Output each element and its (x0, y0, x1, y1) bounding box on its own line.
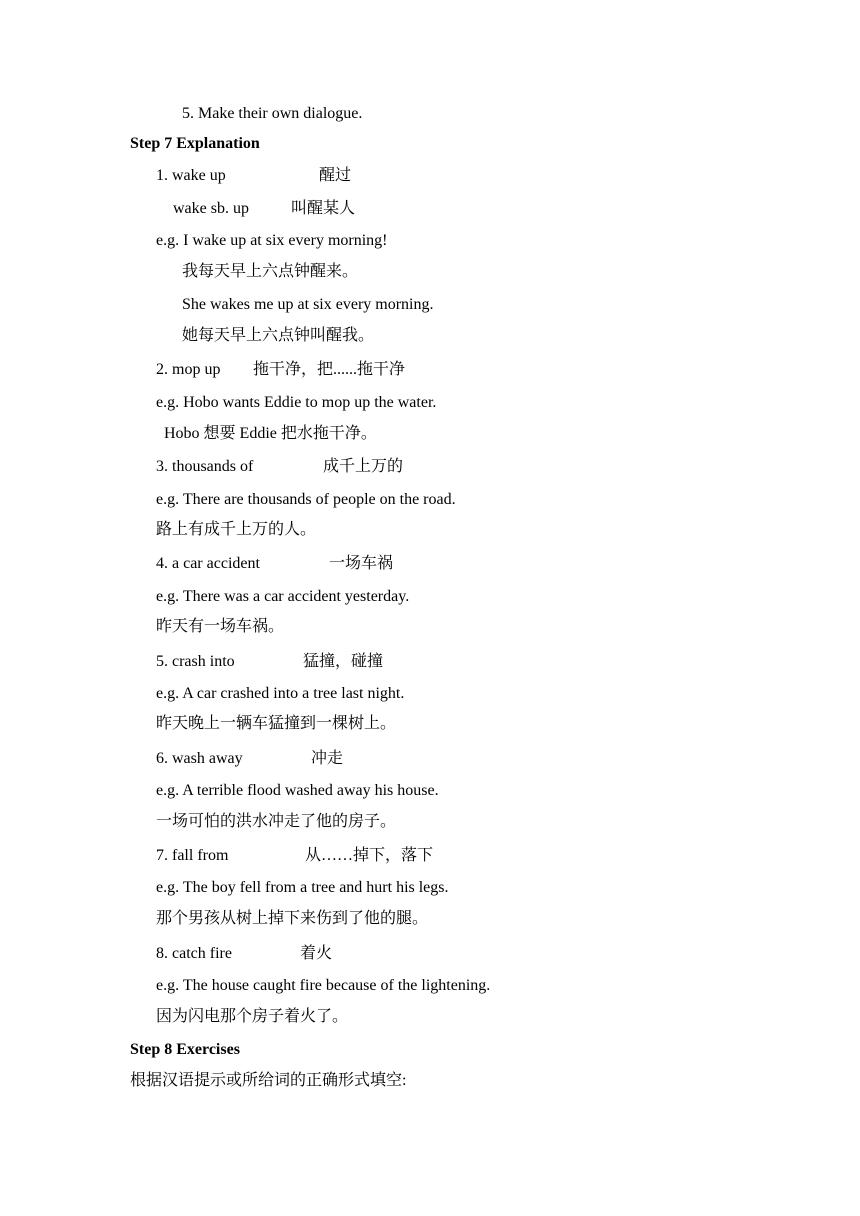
item-6-example-2: 一场可怕的洪水冲走了他的房子。 (156, 813, 397, 830)
item-8-example-1: e.g. The house caught fire because of the lightening. (156, 977, 491, 994)
item-4-example-2: 昨天有一场车祸。 (156, 618, 285, 635)
item-7-example-1: e.g. The boy fell from a tree and hurt his legs. (156, 879, 449, 896)
item-4-example-1: e.g. There was a car accident yesterday. (156, 588, 410, 605)
item-1-example-1: e.g. I wake up at six every morning! (156, 232, 388, 249)
step8-heading: Step 8 Exercises (130, 1041, 240, 1058)
item-2-example-1: e.g. Hobo wants Eddie to mop up the water. (156, 394, 437, 411)
item-8-meaning: 着火 (300, 945, 333, 962)
item-4-term: 4. a car accident (156, 555, 260, 572)
step7-heading: Step 7 Explanation (130, 135, 260, 152)
item-6-meaning: 冲走 (311, 750, 344, 767)
item-3-meaning: 成千上万的 (323, 458, 404, 475)
item-1-sub-term: wake sb. up (173, 200, 249, 217)
item-5-term: 5. crash into (156, 653, 235, 670)
item-7-meaning: 从……掉下，落下 (305, 847, 434, 864)
item-3-example-2: 路上有成千上万的人。 (156, 521, 317, 538)
item-7-example-2: 那个男孩从树上掉下来伤到了他的腿。 (156, 910, 429, 927)
item-4-meaning: 一场车祸 (329, 555, 394, 572)
item-5-example-1: e.g. A car crashed into a tree last night. (156, 685, 405, 702)
item-6-example-1: e.g. A terrible flood washed away his house. (156, 782, 439, 799)
item-2-example-2: Hobo 想要 Eddie 把水拖干净。 (164, 425, 377, 442)
item-7-term: 7. fall from (156, 847, 229, 864)
step6-item-5: 5. Make their own dialogue. (182, 105, 363, 122)
item-8-term: 8. catch fire (156, 945, 232, 962)
item-1-sub-meaning: 叫醒某人 (291, 200, 356, 217)
item-3-example-1: e.g. There are thousands of people on the road. (156, 491, 456, 508)
item-2-meaning: 拖干净，把......拖干净 (253, 361, 406, 378)
item-1-meaning: 醒过 (319, 167, 352, 184)
item-8-example-2: 因为闪电那个房子着火了。 (156, 1008, 349, 1025)
item-1-term: 1. wake up (156, 167, 226, 184)
item-5-meaning: 猛撞，碰撞 (303, 653, 384, 670)
item-1-example-4: 她每天早上六点钟叫醒我。 (182, 327, 375, 344)
item-2-term: 2. mop up (156, 361, 221, 378)
item-6-term: 6. wash away (156, 750, 243, 767)
step8-instruction: 根据汉语提示或所给词的正确形式填空: (130, 1072, 407, 1089)
item-1-example-3: She wakes me up at six every morning. (182, 296, 434, 313)
item-1-example-2: 我每天早上六点钟醒来。 (182, 263, 359, 280)
item-3-term: 3. thousands of (156, 458, 254, 475)
item-5-example-2: 昨天晚上一辆车猛撞到一棵树上。 (156, 715, 397, 732)
